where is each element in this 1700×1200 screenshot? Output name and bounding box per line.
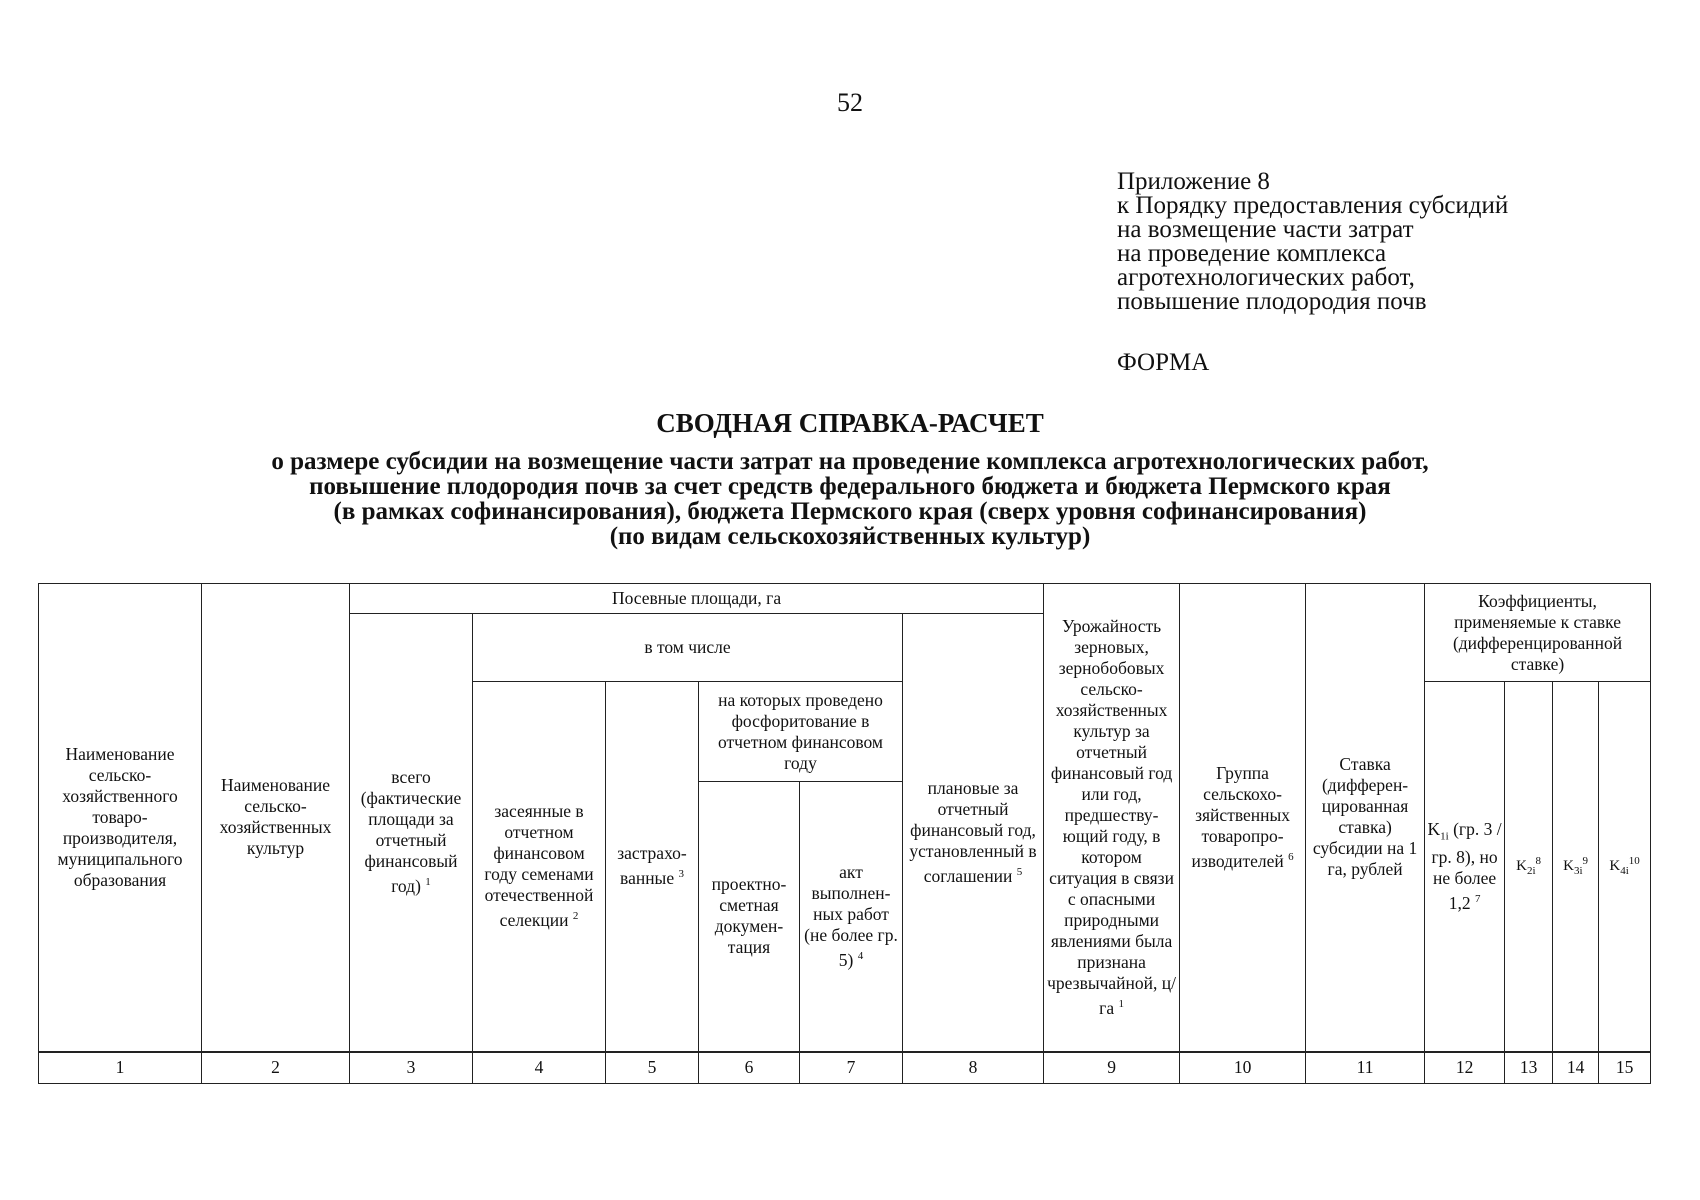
appendix-line: на проведение комплекса xyxy=(1117,240,1387,267)
header-k3: $K_{3i}^9$ xyxy=(1553,682,1599,1052)
appendix-line: агротехнологических работ, xyxy=(1117,264,1415,291)
report-table xyxy=(38,583,1651,1084)
column-number: 9 xyxy=(1044,1052,1180,1084)
header-producer-name: Наименование сельско-хозяйственного товаро-производителя, муниципального образования xyxy=(39,584,202,1052)
header-including-group: в том числе xyxy=(473,614,903,682)
header-yield: Урожайность зерновых, зернобобовых сельско-хозяйственных культур за отчетный финансовый год или год, предшеству-ющий году, в котором ситуация в связи с опасными природными явлениями была признана чрезвычайной, ц/га $^1$ xyxy=(1044,584,1180,1052)
column-number: 14 xyxy=(1553,1052,1599,1084)
column-number: 5 xyxy=(606,1052,699,1084)
appendix-line: повышение плодородия почв xyxy=(1117,288,1427,315)
column-numbers-row xyxy=(39,1052,1651,1084)
column-number: 4 xyxy=(473,1052,606,1084)
column-number: 13 xyxy=(1505,1052,1553,1084)
form-label: ФОРМА xyxy=(1117,349,1210,376)
subtitle-line: (в рамках софинансирования), бюджета Пермского края (сверх уровня софинансирования) xyxy=(333,498,1367,525)
appendix-line: к Порядку предоставления субсидий xyxy=(1117,192,1509,219)
header-k2: $K_{2i}^8$ xyxy=(1505,682,1553,1052)
header-k1: $K_{1i}$ (гр. 3 / гр. 8), но не более 1,2 $^7$ xyxy=(1425,682,1505,1052)
page-number: 52 xyxy=(837,88,863,117)
column-number: 3 xyxy=(350,1052,473,1084)
subtitle-line: о размере субсидии на возмещение части затрат на проведение комплекса агротехнологических работ, xyxy=(271,448,1429,475)
document-title: СВОДНАЯ СПРАВКА-РАСЧЕТ xyxy=(656,408,1044,438)
column-number: 6 xyxy=(699,1052,800,1084)
column-number: 15 xyxy=(1599,1052,1651,1084)
column-number: 11 xyxy=(1306,1052,1425,1084)
subtitle-line: (по видам сельскохозяйственных культур) xyxy=(609,523,1091,550)
column-number: 8 xyxy=(903,1052,1044,1084)
column-number: 10 xyxy=(1180,1052,1306,1084)
document-subtitle xyxy=(0,449,1700,549)
column-number: 2 xyxy=(202,1052,350,1084)
header-sown-area-group: Посевные площади, га xyxy=(350,584,1044,614)
appendix-line: на возмещение части затрат xyxy=(1117,216,1414,243)
header-k4: $K_{4i}^{10}$ xyxy=(1599,682,1651,1052)
header-crop-name: Наименование сельско-хозяйственных культур xyxy=(202,584,350,1052)
header-coefficients-group: Коэффициенты, применяемые к ставке (дифференцированной ставке) xyxy=(1425,584,1651,682)
header-domestic-seeds: засеянные в отчетном финансовом году семенами отечественной селекции $^2$ xyxy=(473,682,606,1052)
column-number: 12 xyxy=(1425,1052,1505,1084)
header-producer-group: Группа сельскохо-зяйственных товаропро-изводителей $^6$ xyxy=(1180,584,1306,1052)
header-work-act: акт выполнен-ных работ (не более гр. 5) $^4$ xyxy=(800,782,903,1052)
appendix-block xyxy=(1117,170,1508,314)
subtitle-line: повышение плодородия почв за счет средств федерального бюджета и бюджета Пермского края xyxy=(309,473,1391,500)
header-subsidy-rate: Ставка (дифферен-цированная ставка) субсидии на 1 га, рублей xyxy=(1306,584,1425,1052)
column-number: 1 xyxy=(39,1052,202,1084)
column-number: 7 xyxy=(800,1052,903,1084)
header-phosphorite-group: на которых проведено фосфоритование в отчетном финансовом году xyxy=(699,682,903,782)
appendix-line: Приложение 8 xyxy=(1117,168,1270,195)
header-insured: застрахо-ванные $^3$ xyxy=(606,682,699,1052)
header-planned-area: плановые за отчетный финансовый год, установленный в соглашении $^5$ xyxy=(903,614,1044,1052)
header-total-area: всего (фактические площади за отчетный финансовый год) $^1$ xyxy=(350,614,473,1052)
header-design-docs: проектно-сметная докумен-тация xyxy=(699,782,800,1052)
